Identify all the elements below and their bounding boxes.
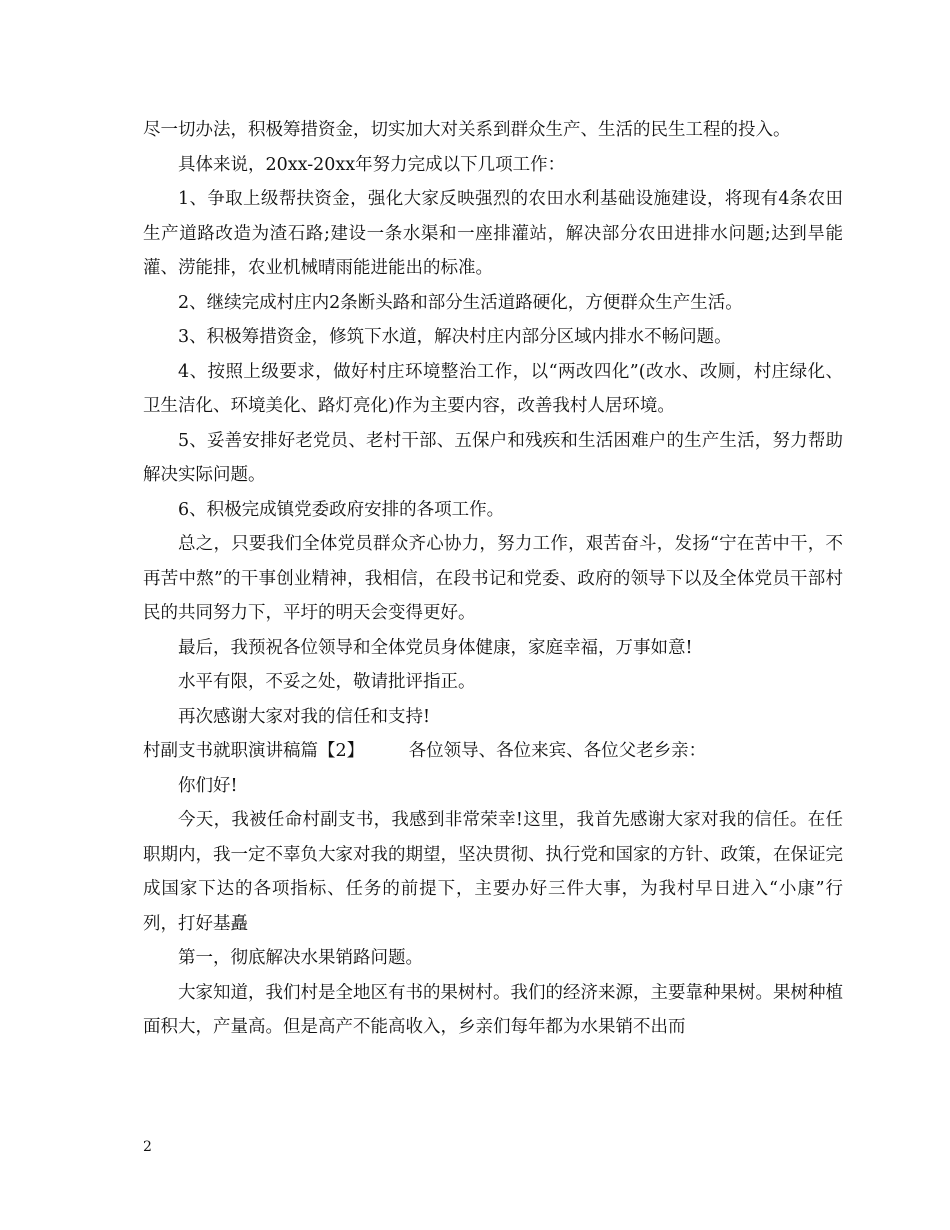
- paragraph: 1、争取上级帮扶资金，强化大家反映强烈的农田水利基础设施建设，将现有4条农田生产道路改造为渣石路;建设一条水渠和一座排灌站，解决部分农田进排水问题;达到旱能灌、涝能排，农业机械晴雨能进能出的标准。: [143, 189, 843, 278]
- paragraph: 第一，彻底解决水果销路问题。: [178, 948, 423, 968]
- paragraph: 3、积极筹措资金，修筑下水道，解决村庄内部分区域内排水不畅问题。: [178, 327, 732, 347]
- paragraph: 具体来说，20xx-20xx年努力完成以下几项工作：: [178, 154, 566, 175]
- paragraph: 水平有限，不妥之处，敬请批评指正。: [178, 672, 476, 692]
- paragraph: 再次感谢大家对我的信任和支持!: [178, 706, 431, 727]
- paragraph: 总之，只要我们全体党员群众齐心协力，努力工作，艰苦奋斗，发扬“宁在苦中干，不再苦中熬”的干事创业精神，我相信，在段书记和党委、政府的领导下以及全体党员干部村民的共同努力下，平圩的明天会变得更好。: [143, 534, 843, 623]
- paragraph: 4、按照上级要求，做好村庄环境整治工作，以“两改四化”(改水、改厕，村庄绿化、卫生洁化、环境美化、路灯亮化)作为主要内容，改善我村人居环境。: [143, 361, 843, 416]
- paragraph: 2、继续完成村庄内2条断头路和部分生活道路硬化，方便群众生产生活。: [178, 292, 743, 313]
- paragraph: 5、妥善安排好老党员、老村干部、五保户和残疾和生活困难户的生产生活，努力帮助解决实际问题。: [143, 430, 843, 485]
- paragraph: 最后，我预祝各位领导和全体党员身体健康，家庭幸福，万事如意!: [178, 637, 693, 658]
- page-number: 2: [143, 1139, 152, 1155]
- section-heading: 村副支书就职演讲稿篇【2】 各位领导、各位来宾、各位父老乡亲：: [143, 741, 707, 761]
- document-body: [143, 113, 843, 1045]
- paragraph: 今天，我被任命村副支书，我感到非常荣幸!这里，我首先感谢大家对我的信任。在任职期内，我一定不辜负大家对我的期望，坚决贯彻、执行党和国家的方针、政策，在保证完成国家下达的各项指标、任务的前提下，主要办好三件大事，为我村早日进入“小康”行列，打好基矗: [143, 810, 843, 934]
- paragraph: 6、积极完成镇党委政府安排的各项工作。: [178, 499, 505, 520]
- paragraph: 你们好!: [178, 775, 238, 796]
- paragraph: 大家知道，我们村是全地区有书的果树村。我们的经济来源，主要靠种果树。果树种植面积大，产量高。但是高产不能高收入，乡亲们每年都为水果销不出而: [143, 982, 843, 1037]
- paragraph: 尽一切办法，积极筹措资金，切实加大对关系到群众生产、生活的民生工程的投入。: [143, 120, 791, 140]
